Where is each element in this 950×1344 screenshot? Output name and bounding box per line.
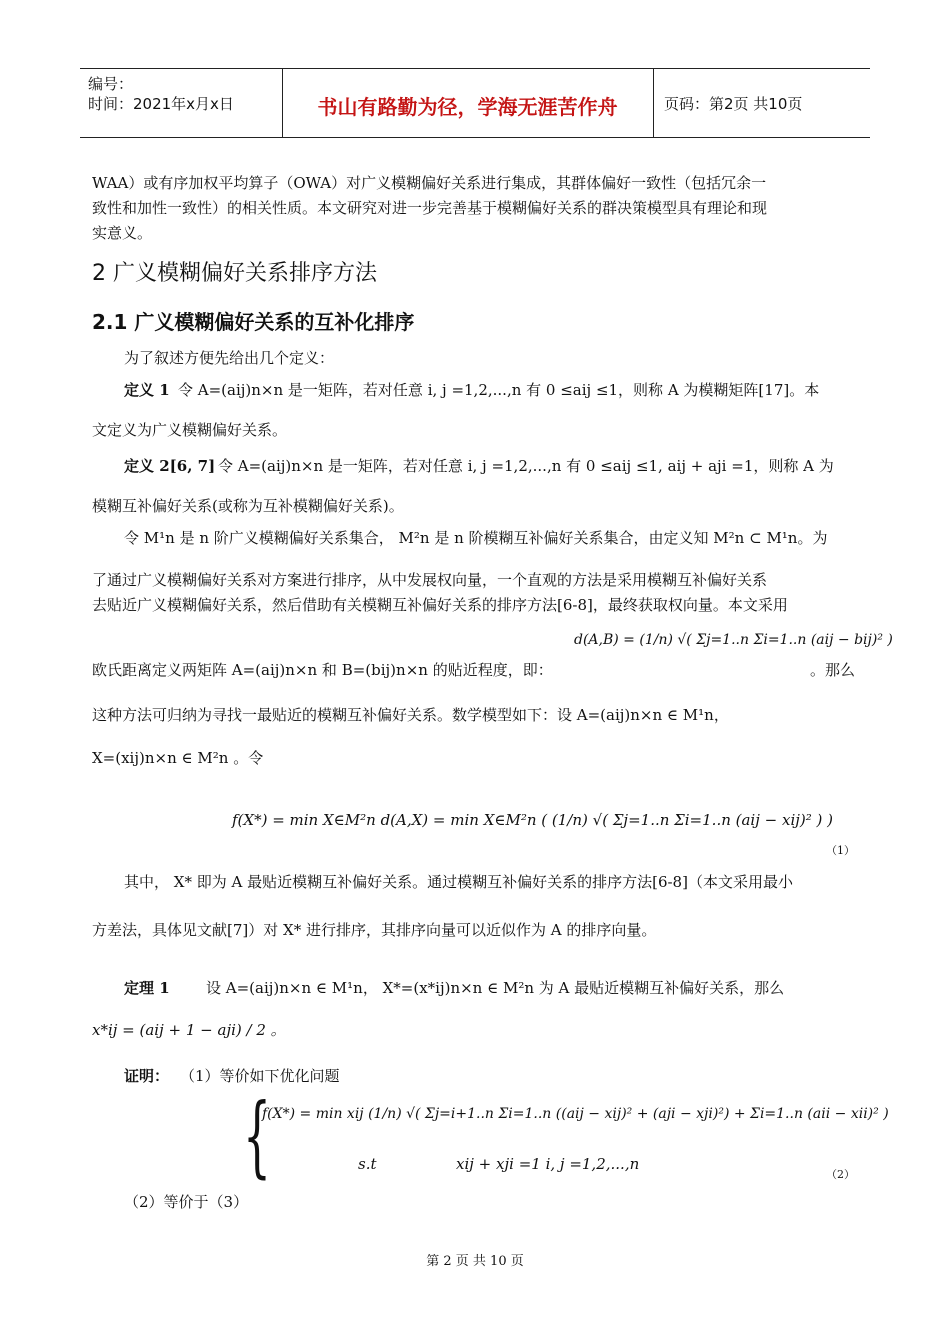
theorem-1-line-1: 设 A=(aij)n×n ∈ M¹n， X*=(x*ij)n×n ∈ M²n 为 A 最贴近模糊互补偏好关系，那么 <box>206 979 785 997</box>
paragraph-m-line-5: 这种方法可归纳为寻找一最贴近的模糊互补偏好关系。数学模型如下：设 A=(aij)n×n ∈ M¹n， <box>92 706 729 724</box>
intro-definitions: 为了叙述方便先给出几个定义： <box>124 349 335 367</box>
equation-2-number: （2） <box>826 1168 855 1181</box>
section-2-heading: 2 广义模糊偏好关系排序方法 <box>92 261 377 286</box>
after-eq1-line-2: 方差法，具体见文献[7]）对 X* 进行排序，其排序向量可以近似作为 A 的排序向量。 <box>92 921 657 939</box>
proof-line-1: （1）等价如下优化问题 <box>180 1067 340 1085</box>
header-number-label: 编号： <box>88 75 134 93</box>
definition-1-line-1: 令 A=(aij)n×n 是一矩阵，若对任意 i, j =1,2,...,n 有 0 ≤aij ≤1，则称 A 为模糊矩阵[17]。本 <box>178 381 820 399</box>
equation-2-brace: { <box>243 1084 271 1187</box>
header-right-cell <box>654 69 870 137</box>
page-footer: 第 2 页 共 10 页 <box>426 1254 524 1269</box>
header-left-cell <box>80 69 283 137</box>
proof-line-2: （2）等价于（3） <box>124 1193 249 1211</box>
theorem-1-line-2: x*ij = (aij + 1 − aji) / 2 。 <box>92 1021 286 1039</box>
equation-2-line-1: f(X*) = min xij (1/n) √( Σj=i+1..n Σi=1..n ((aij − xij)² + (aji − xji)²) + Σi=1..n (aii − xii)² ) <box>262 1106 889 1122</box>
definition-2-line-2: 模糊互补偏好关系(或称为互补模糊偏好关系)。 <box>92 497 404 515</box>
paragraph-m-line-6: X=(xij)n×n ∈ M²n 。令 <box>92 749 264 767</box>
intro-line-3: 实意义。 <box>92 224 153 242</box>
intro-line-1: WAA）或有序加权平均算子（OWA）对广义模糊偏好关系进行集成，其群体偏好一致性（包括冗余一 <box>92 174 767 192</box>
header-motto: 书山有路勤为径，学海无涯苦作舟 <box>317 95 618 119</box>
definition-1-label: 定义 1 <box>124 381 170 399</box>
header-center-cell <box>282 69 654 137</box>
intro-line-2: 致性和加性一致性）的相关性质。本文研究对进一步完善基于模糊偏好关系的群决策模型具有理论和现 <box>92 199 768 217</box>
header-time-label: 时间：2021年x月x日 <box>88 95 234 113</box>
definition-1-line-2: 文定义为广义模糊偏好关系。 <box>92 421 288 439</box>
paragraph-m-line-1: 令 M¹n 是 n 阶广义模糊偏好关系集合， M²n 是 n 阶模糊互补偏好关系集合，由定义知 M²n ⊂ M¹n。为 <box>124 529 828 547</box>
header-page-info: 页码：第2页 共10页 <box>664 95 803 113</box>
distance-formula: d(A,B) = (1/n) √( Σj=1..n Σi=1..n (aij − bij)² ) <box>574 632 893 648</box>
after-eq1-line-1: 其中， X* 即为 A 最贴近模糊互补偏好关系。通过模糊互补偏好关系的排序方法[6-8]（本文采用最小 <box>124 873 793 891</box>
paragraph-m-line-2: 了通过广义模糊偏好关系对方案进行排序，从中发展权向量，一个直观的方法是采用模糊互补偏好关系 <box>92 571 768 589</box>
section-2-1-heading: 2.1 广义模糊偏好关系的互补化排序 <box>92 310 415 334</box>
paragraph-m-line-3: 去贴近广义模糊偏好关系，然后借助有关模糊互补偏好关系的排序方法[6-8]，最终获取权向量。本文采用 <box>92 596 788 614</box>
equation-1: f(X*) = min X∈M²n d(A,X) = min X∈M²n ( (1/n) √( Σj=1..n Σi=1..n (aij − xij)² ) ) <box>232 811 833 829</box>
equation-1-number: （1） <box>826 844 855 857</box>
theorem-1-label: 定理 1 <box>124 979 170 997</box>
page-header <box>80 68 870 138</box>
proof-label: 证明： <box>124 1067 170 1085</box>
definition-2-line-1: 令 A=(aij)n×n 是一矩阵，若对任意 i, j =1,2,...,n 有 0 ≤aij ≤1, aij + aji =1，则称 A 为 <box>218 457 834 475</box>
equation-2-st: s.t <box>358 1155 377 1173</box>
definition-2-label: 定义 2[6, 7] <box>124 457 216 475</box>
paragraph-m-line-4b: 。那么 <box>810 661 856 679</box>
equation-2-constraint: xij + xji =1 i, j =1,2,...,n <box>456 1155 640 1173</box>
paragraph-m-line-4a: 欧氏距离定义两矩阵 A=(aij)n×n 和 B=(bij)n×n 的贴近程度，即： <box>92 661 553 679</box>
